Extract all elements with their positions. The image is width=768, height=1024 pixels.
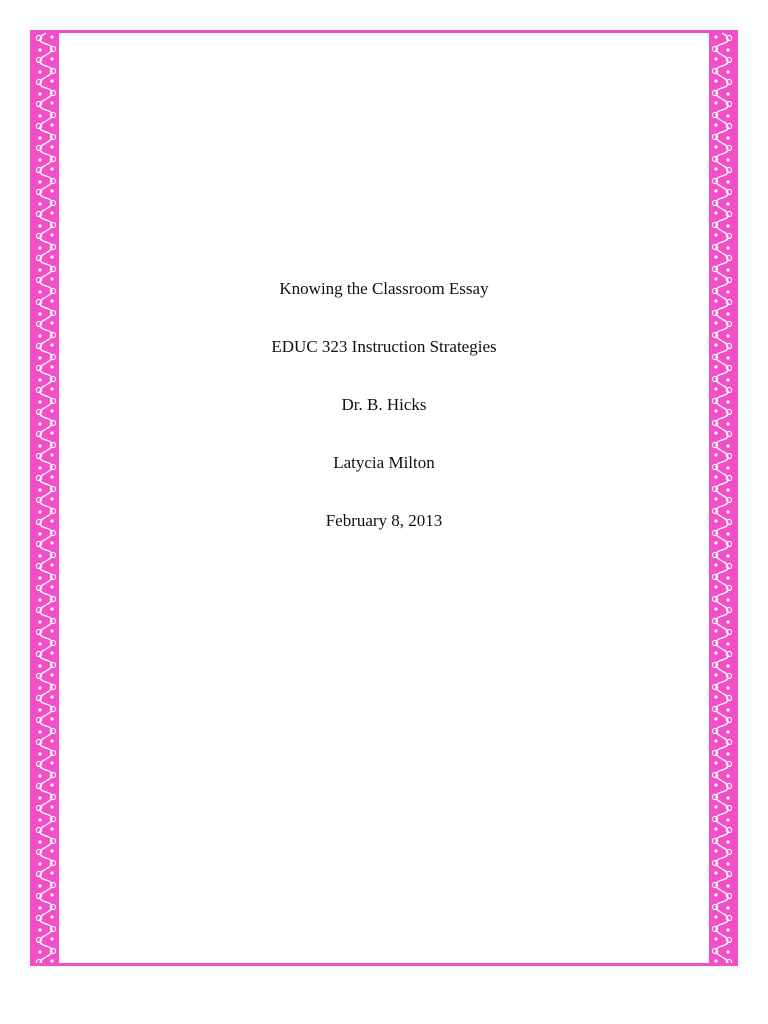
left-vine-ornament-icon (33, 33, 59, 963)
right-decorative-border (709, 33, 735, 963)
instructor-name: Dr. B. Hicks (341, 395, 427, 414)
author-name: Latycia Milton (333, 453, 435, 472)
submission-date: February 8, 2013 (325, 511, 443, 530)
right-vine-ornament-icon (709, 33, 735, 963)
essay-title: Knowing the Classroom Essay (279, 279, 489, 298)
left-decorative-border (33, 33, 59, 963)
title-page-block (59, 279, 709, 569)
course-name: EDUC 323 Instruction Strategies (271, 337, 497, 356)
